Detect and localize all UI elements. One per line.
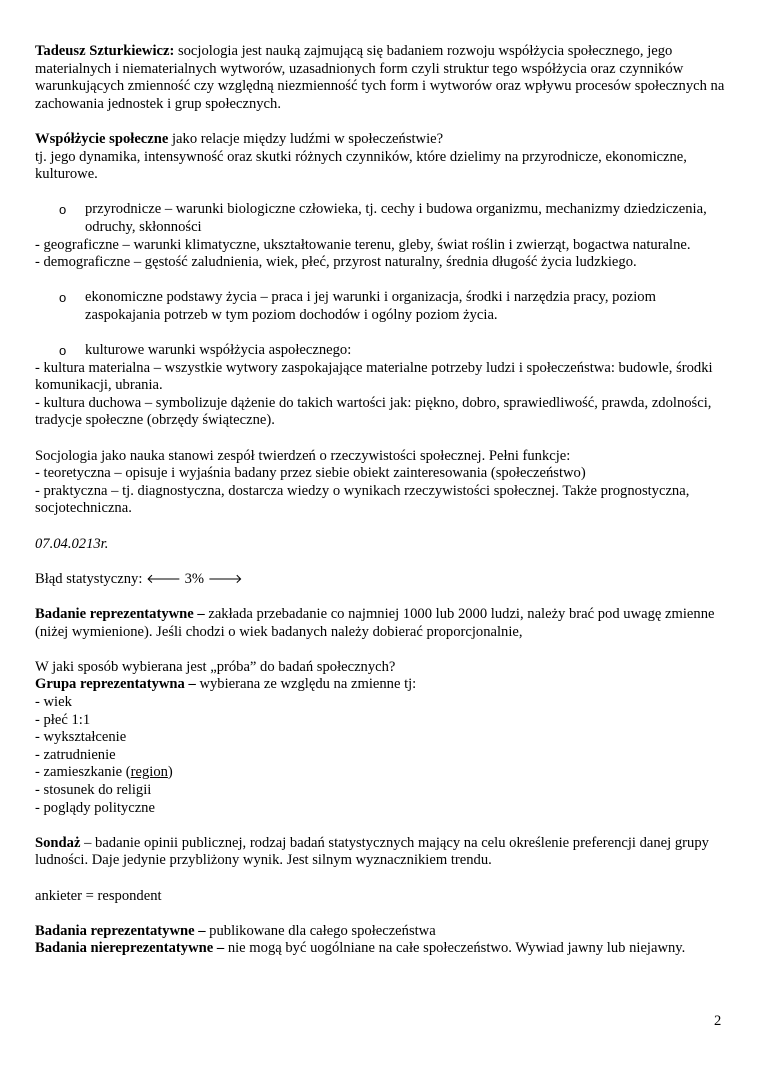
bullet-cultural <box>35 342 725 360</box>
bullet-natural <box>35 201 725 236</box>
variable-item: - płeć 1:1 <box>35 711 91 728</box>
sub-material-culture: - kultura materialna – wszystkie wytwory zaspokajające materialne potrzeby ludzi i społeczeństwa: budowle, środki komunikacji, ubrania. <box>35 359 713 394</box>
sub-geographic: - geograficzne – warunki klimatyczne, ukształtowanie terenu, gleby, świat roślin i zwierząt, bogactwa naturalne. <box>35 236 691 253</box>
document-page <box>35 43 725 958</box>
definition-paragraph <box>35 43 725 113</box>
coexistence-text: jako relacje między ludźmi w społeczeństwie? <box>168 130 444 147</box>
nonrepresentative-studies-term: Badania niereprezentatywne – <box>35 940 225 957</box>
bullet-icon: o <box>59 202 67 218</box>
arrow-left-icon: 🡐 <box>146 571 181 587</box>
residence-suffix: ) <box>167 764 173 781</box>
representative-study-text: zakłada przebadanie co najmniej 1000 lub 2000 ludzi, należy brać pod uwagę zmienne (niżej wymienione). Jeśli chodzi o wiek badanych należy dobierać proporcjonalnie, <box>35 606 715 640</box>
author-name: Tadeusz Szturkiewicz: <box>35 43 175 59</box>
residence-prefix: - zamieszkanie ( <box>35 764 131 781</box>
sample-question: W jaki sposób wybierana jest „próba” do badań społecznych? <box>35 658 396 675</box>
variable-item: - poglądy polityczne <box>35 799 155 816</box>
bullet-icon: o <box>59 343 67 359</box>
nonrepresentative-studies-line <box>35 940 725 958</box>
variable-item: - zatrudnienie <box>35 746 116 763</box>
sub-spiritual-culture: - kultura duchowa – symbolizuje dążenie do takich wartości jak: piękno, dobro, sprawiedliwość, prawda, zdolności, tradycje społeczne (obrzędy świąteczne). <box>35 394 712 429</box>
representative-study-term: Badanie reprezentatywne – <box>35 606 205 622</box>
function-theoretical: - teoretyczna – opisuje i wyjaśnia badany przez siebie obiekt zainteresowania (społeczeństwo) <box>35 465 586 482</box>
statistical-error-value: 3% <box>180 570 208 587</box>
interviewer-line: ankieter = respondent <box>35 887 162 904</box>
representative-group-line <box>35 676 725 694</box>
variable-item: - wiek <box>35 693 72 710</box>
representative-studies-text: publikowane dla całego społeczeństwa <box>205 922 436 939</box>
representative-group-term: Grupa reprezentatywna – <box>35 676 196 693</box>
representative-group-text: wybierana ze względu na zmienne tj: <box>195 676 417 693</box>
survey-term: Sondaż <box>35 834 81 851</box>
bullet-economic-text: ekonomiczne podstawy życia – praca i jej warunki i organizacja, środki i narzędzia pracy, poziom zaspokajania potrzeb w tym poziom dochodów i ogólny poziom życia. <box>85 289 656 323</box>
statistical-error-line <box>35 571 725 589</box>
definition-text: socjologia jest nauką zajmującą się badaniem rozwoju współżycia społecznego, jego materialnych i niematerialnych wytworów, uzasadnionych form czyli struktur tego współżycia oraz czynników warunkujących zmienność czy względną niezmienność tych form i wytworów oraz wpływu procesów społecznych na zachowania jednostek i grup społecznych. <box>35 43 725 112</box>
sub-demographic: - demograficzne – gęstość zaludnienia, wiek, płeć, przyrost naturalny, średnia długość życia ludzkiego. <box>35 254 637 271</box>
coexistence-paragraph <box>35 131 725 149</box>
bullet-economic <box>35 289 725 324</box>
representative-study-paragraph <box>35 606 725 641</box>
region-link[interactable]: region <box>130 764 168 781</box>
page-number: 2 <box>714 1013 722 1029</box>
arrow-right-icon: 🡒 <box>207 571 243 587</box>
survey-text: – badanie opinii publicznej, rodzaj badań statystycznych mający na celu określenie preferencji danej grupy ludności. Daje jedynie przybliżony wynik. Jest silnym wyznacznikiem trendu. <box>35 834 709 869</box>
bullet-natural-text: przyrodnicze – warunki biologiczne człowieka, tj. cechy i budowa organizmu, mechanizmy dziedziczenia, odruchy, skłonności <box>85 201 707 235</box>
coexistence-term: Współżycie społeczne <box>35 130 169 147</box>
function-practical: - praktyczna – tj. diagnostyczna, dostarcza wiedzy o wynikach rzeczywistości społecznej. Także prognostyczna, socjotechniczna. <box>35 482 690 517</box>
bullet-icon: o <box>59 290 67 306</box>
statistical-error-label: Błąd statystyczny: <box>35 570 147 587</box>
coexistence-line2: tj. jego dynamika, intensywność oraz skutki różnych czynników, które dzielimy na przyrodnicze, ekonomiczne, kulturowe. <box>35 148 687 183</box>
variable-item-residence <box>35 764 725 782</box>
variable-item: - wykształcenie <box>35 729 127 746</box>
date-line: 07.04.0213r. <box>35 535 109 552</box>
bullet-cultural-text: kulturowe warunki współżycia aspołecznego: <box>85 342 352 359</box>
survey-paragraph <box>35 835 725 870</box>
nonrepresentative-studies-text: nie mogą być uogólniane na całe społeczeństwo. Wywiad jawny lub niejawny. <box>224 940 686 957</box>
representative-studies-term: Badania reprezentatywne – <box>35 922 206 939</box>
representative-studies-line <box>35 923 725 941</box>
variable-item: - stosunek do religii <box>35 781 152 798</box>
sociology-functions-intro: Socjologia jako nauka stanowi zespół twierdzeń o rzeczywistości społecznej. Pełni funkcje: <box>35 447 571 464</box>
